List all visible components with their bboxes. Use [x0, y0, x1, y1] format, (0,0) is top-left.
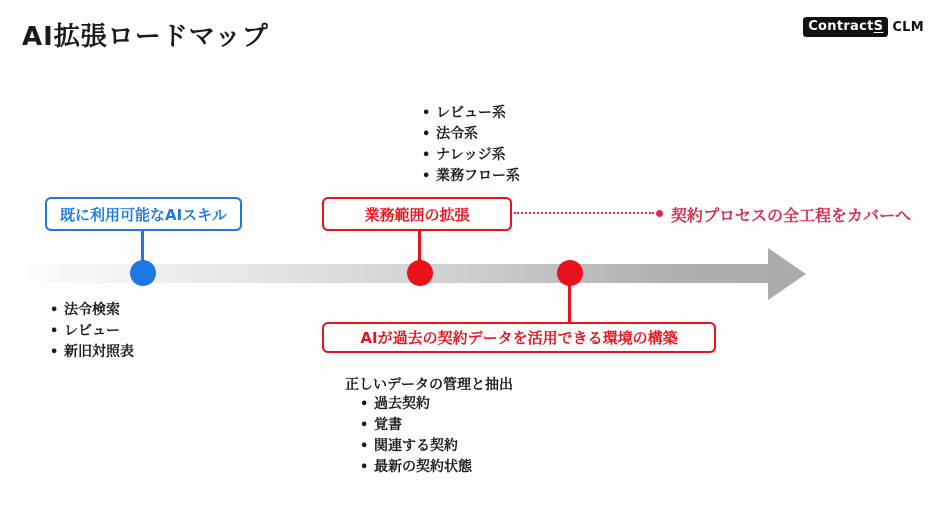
contracts-clm-logo	[803, 17, 924, 37]
environment-items-list	[358, 395, 472, 479]
data-management-heading: 正しいデータの管理と抽出	[345, 377, 513, 393]
environment-construction-label: AIが過去の契約データを活用できる環境の構築	[322, 322, 716, 353]
logo-badge-text: Contract	[808, 19, 874, 34]
page-title: AI拡張ロードマップ	[22, 22, 269, 52]
timeline-arrow-head	[768, 248, 806, 300]
available-ai-skills-label: 既に利用可能なAIスキル	[45, 197, 242, 231]
list-item: • 法令系	[420, 125, 520, 144]
list-item: • 過去契約	[358, 395, 472, 414]
list-item: • 覚書	[358, 416, 472, 435]
milestone-dot-environment	[557, 260, 583, 286]
milestone-dot-available	[130, 260, 156, 286]
blue-connector	[141, 231, 144, 263]
expansion-items-list	[420, 104, 520, 188]
milestone-dot-expansion	[407, 260, 433, 286]
logo-badge	[803, 17, 888, 37]
list-item: • 法令検索	[48, 301, 134, 320]
list-item: • ナレッジ系	[420, 146, 520, 165]
list-item: • 新旧対照表	[48, 343, 134, 362]
red-connector-environment	[568, 285, 571, 323]
goal-text: 契約プロセスの全工程をカバーへ	[671, 206, 912, 225]
list-item: • レビュー	[48, 322, 134, 341]
business-scope-expansion-label: 業務範囲の拡張	[322, 197, 512, 231]
available-skills-list	[48, 301, 134, 364]
list-item: • 最新の契約状態	[358, 458, 472, 477]
list-item: • 関連する契約	[358, 437, 472, 456]
dotted-line-endpoint-dot	[656, 210, 663, 217]
list-item: • レビュー系	[420, 104, 520, 123]
red-connector-expansion	[418, 231, 421, 263]
logo-suffix: CLM	[892, 19, 924, 35]
dotted-connector-line	[514, 212, 654, 214]
list-item: • 業務フロー系	[420, 167, 520, 186]
logo-badge-s: S	[873, 19, 884, 34]
